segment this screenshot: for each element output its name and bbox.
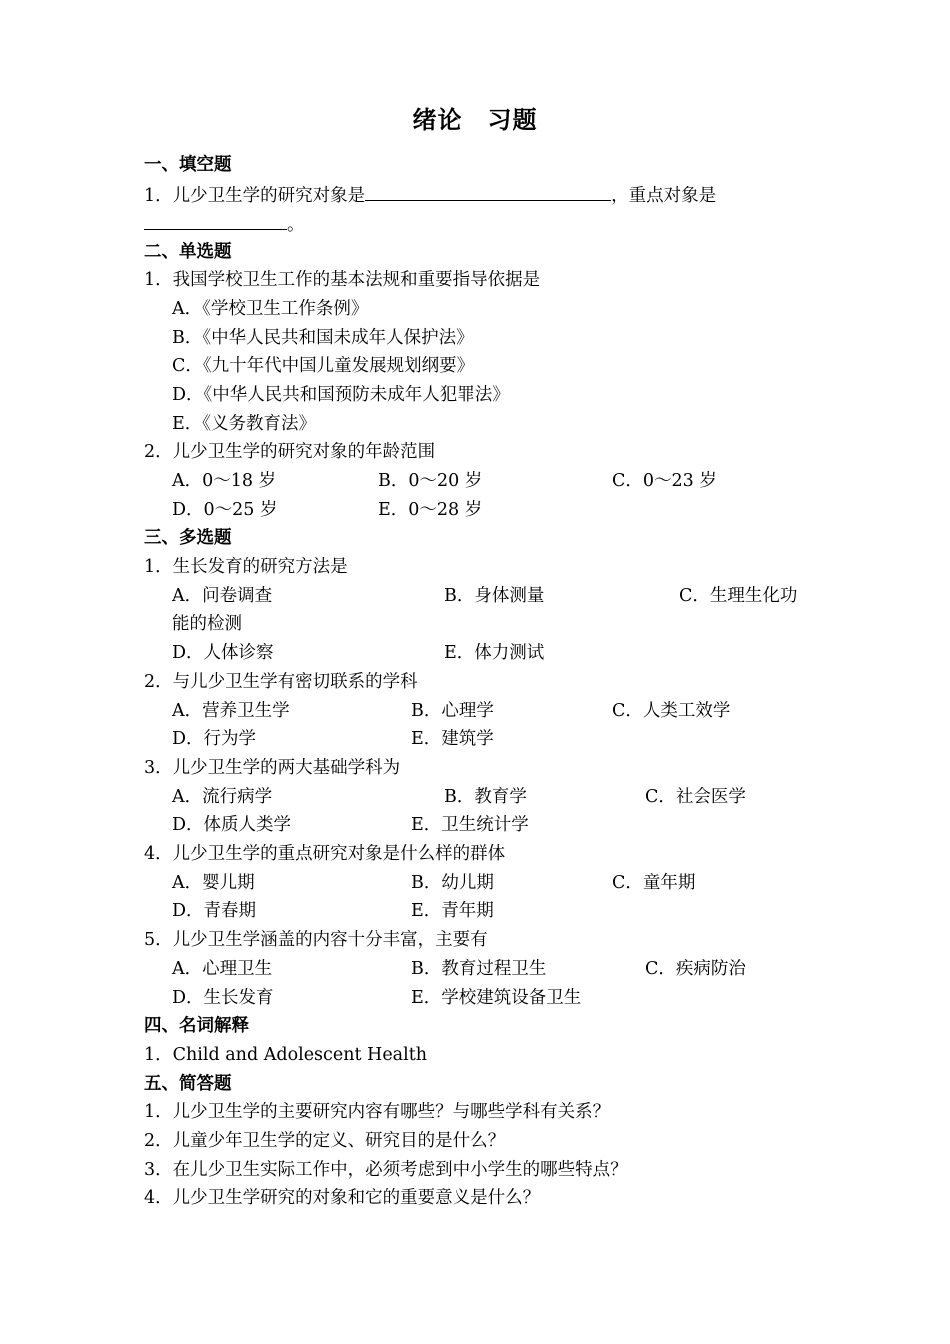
question-stem: 1．生长发育的研究方法是 [144,557,348,577]
option: D．0～25 岁 [172,500,278,520]
option-line [0,610,950,639]
option: D．《中华人民共和国预防未成年人犯罪法》 [172,385,510,405]
question-fill-1 [0,180,950,209]
option-line [0,496,950,525]
option-line [0,725,950,754]
option-line [0,639,950,668]
option: B．幼儿期 [411,873,494,893]
option-line [0,811,950,840]
term-item: 1．Child and Adolescent Health [144,1045,428,1065]
option: B．《中华人民共和国未成年人保护法》 [172,328,474,348]
option-line [0,697,950,726]
short-answer-item: 1．儿少卫生学的主要研究内容有哪些？与哪些学科有关系？ [144,1102,611,1122]
section-heading-single: 二、单选题 [144,242,232,262]
question-stem: 2．与儿少卫生学有密切联系的学科 [144,672,418,692]
option: C．生理生化功 [679,586,798,606]
option: E．建筑学 [411,729,494,749]
question-stem: 3．儿少卫生学的两大基础学科为 [144,758,401,778]
option-line [0,324,950,353]
option: A．营养卫生学 [172,701,290,721]
option-line [0,582,950,611]
option-line [0,897,950,926]
section-heading-fill: 一、填空题 [144,155,232,175]
option: A．0～18 岁 [172,471,277,491]
option: B．教育学 [444,787,527,807]
option-line [0,467,950,496]
question-fill-1-cont [0,209,950,238]
question-stem: 1．我国学校卫生工作的基本法规和重要指导依据是 [144,270,541,290]
option-line [0,869,950,898]
option: D．行为学 [172,729,257,749]
question-text: 1．儿少卫生学的研究对象是 [144,186,366,206]
short-answer-item: 2．儿童少年卫生学的定义、研究目的是什么？ [144,1131,506,1151]
option: B．心理学 [411,701,494,721]
question-text-end: 。 [287,215,305,235]
option: B．身体测量 [444,586,545,606]
option-line [0,783,950,812]
option: E．卫生统计学 [411,815,529,835]
option: E．青年期 [411,901,494,921]
option: C．社会医学 [645,787,746,807]
option: A．心理卫生 [172,959,273,979]
option: C．0～23 岁 [612,471,717,491]
option: C．童年期 [612,873,696,893]
option-line [0,352,950,381]
option-cont: 能的检测 [172,614,242,634]
question-text-mid: ，重点对象是 [611,186,717,206]
section-heading-multi: 三、多选题 [144,528,232,548]
answer-blank[interactable] [365,180,611,201]
option-line [0,955,950,984]
page-title: 绪论 习题 [412,106,538,134]
option: B．0～20 岁 [378,471,483,491]
option: D．体质人类学 [172,815,292,835]
option: C．《九十年代中国儿童发展规划纲要》 [172,356,475,376]
option: C．疾病防治 [645,959,746,979]
option: A．《学校卫生工作条例》 [172,299,369,319]
section-heading-short: 五、简答题 [144,1074,232,1094]
option: B．教育过程卫生 [411,959,547,979]
answer-blank[interactable] [144,209,287,230]
option-line [0,410,950,439]
question-stem: 5．儿少卫生学涵盖的内容十分丰富，主要有 [144,930,488,950]
option: D．人体诊察 [172,643,274,663]
option: D．生长发育 [172,988,274,1008]
option-line [0,381,950,410]
option: E．《义务教育法》 [172,414,317,434]
question-stem: 4．儿少卫生学的重点研究对象是什么样的群体 [144,844,506,864]
option: D．青春期 [172,901,257,921]
option: E．0～28 岁 [378,500,483,520]
section-heading-terms: 四、名词解释 [144,1016,249,1036]
option-line [0,295,950,324]
short-answer-item: 3．在儿少卫生实际工作中，必须考虑到中小学生的哪些特点？ [144,1160,628,1180]
option: A．流行病学 [172,787,273,807]
short-answer-item: 4．儿少卫生学研究的对象和它的重要意义是什么？ [144,1188,541,1208]
option: A．问卷调查 [172,586,273,606]
option: C．人类工效学 [612,701,731,721]
question-stem: 2．儿少卫生学的研究对象的年龄范围 [144,442,436,462]
option-line [0,984,950,1013]
option: A．婴儿期 [172,873,255,893]
option: E．体力测试 [444,643,545,663]
option: E．学校建筑设备卫生 [411,988,582,1008]
